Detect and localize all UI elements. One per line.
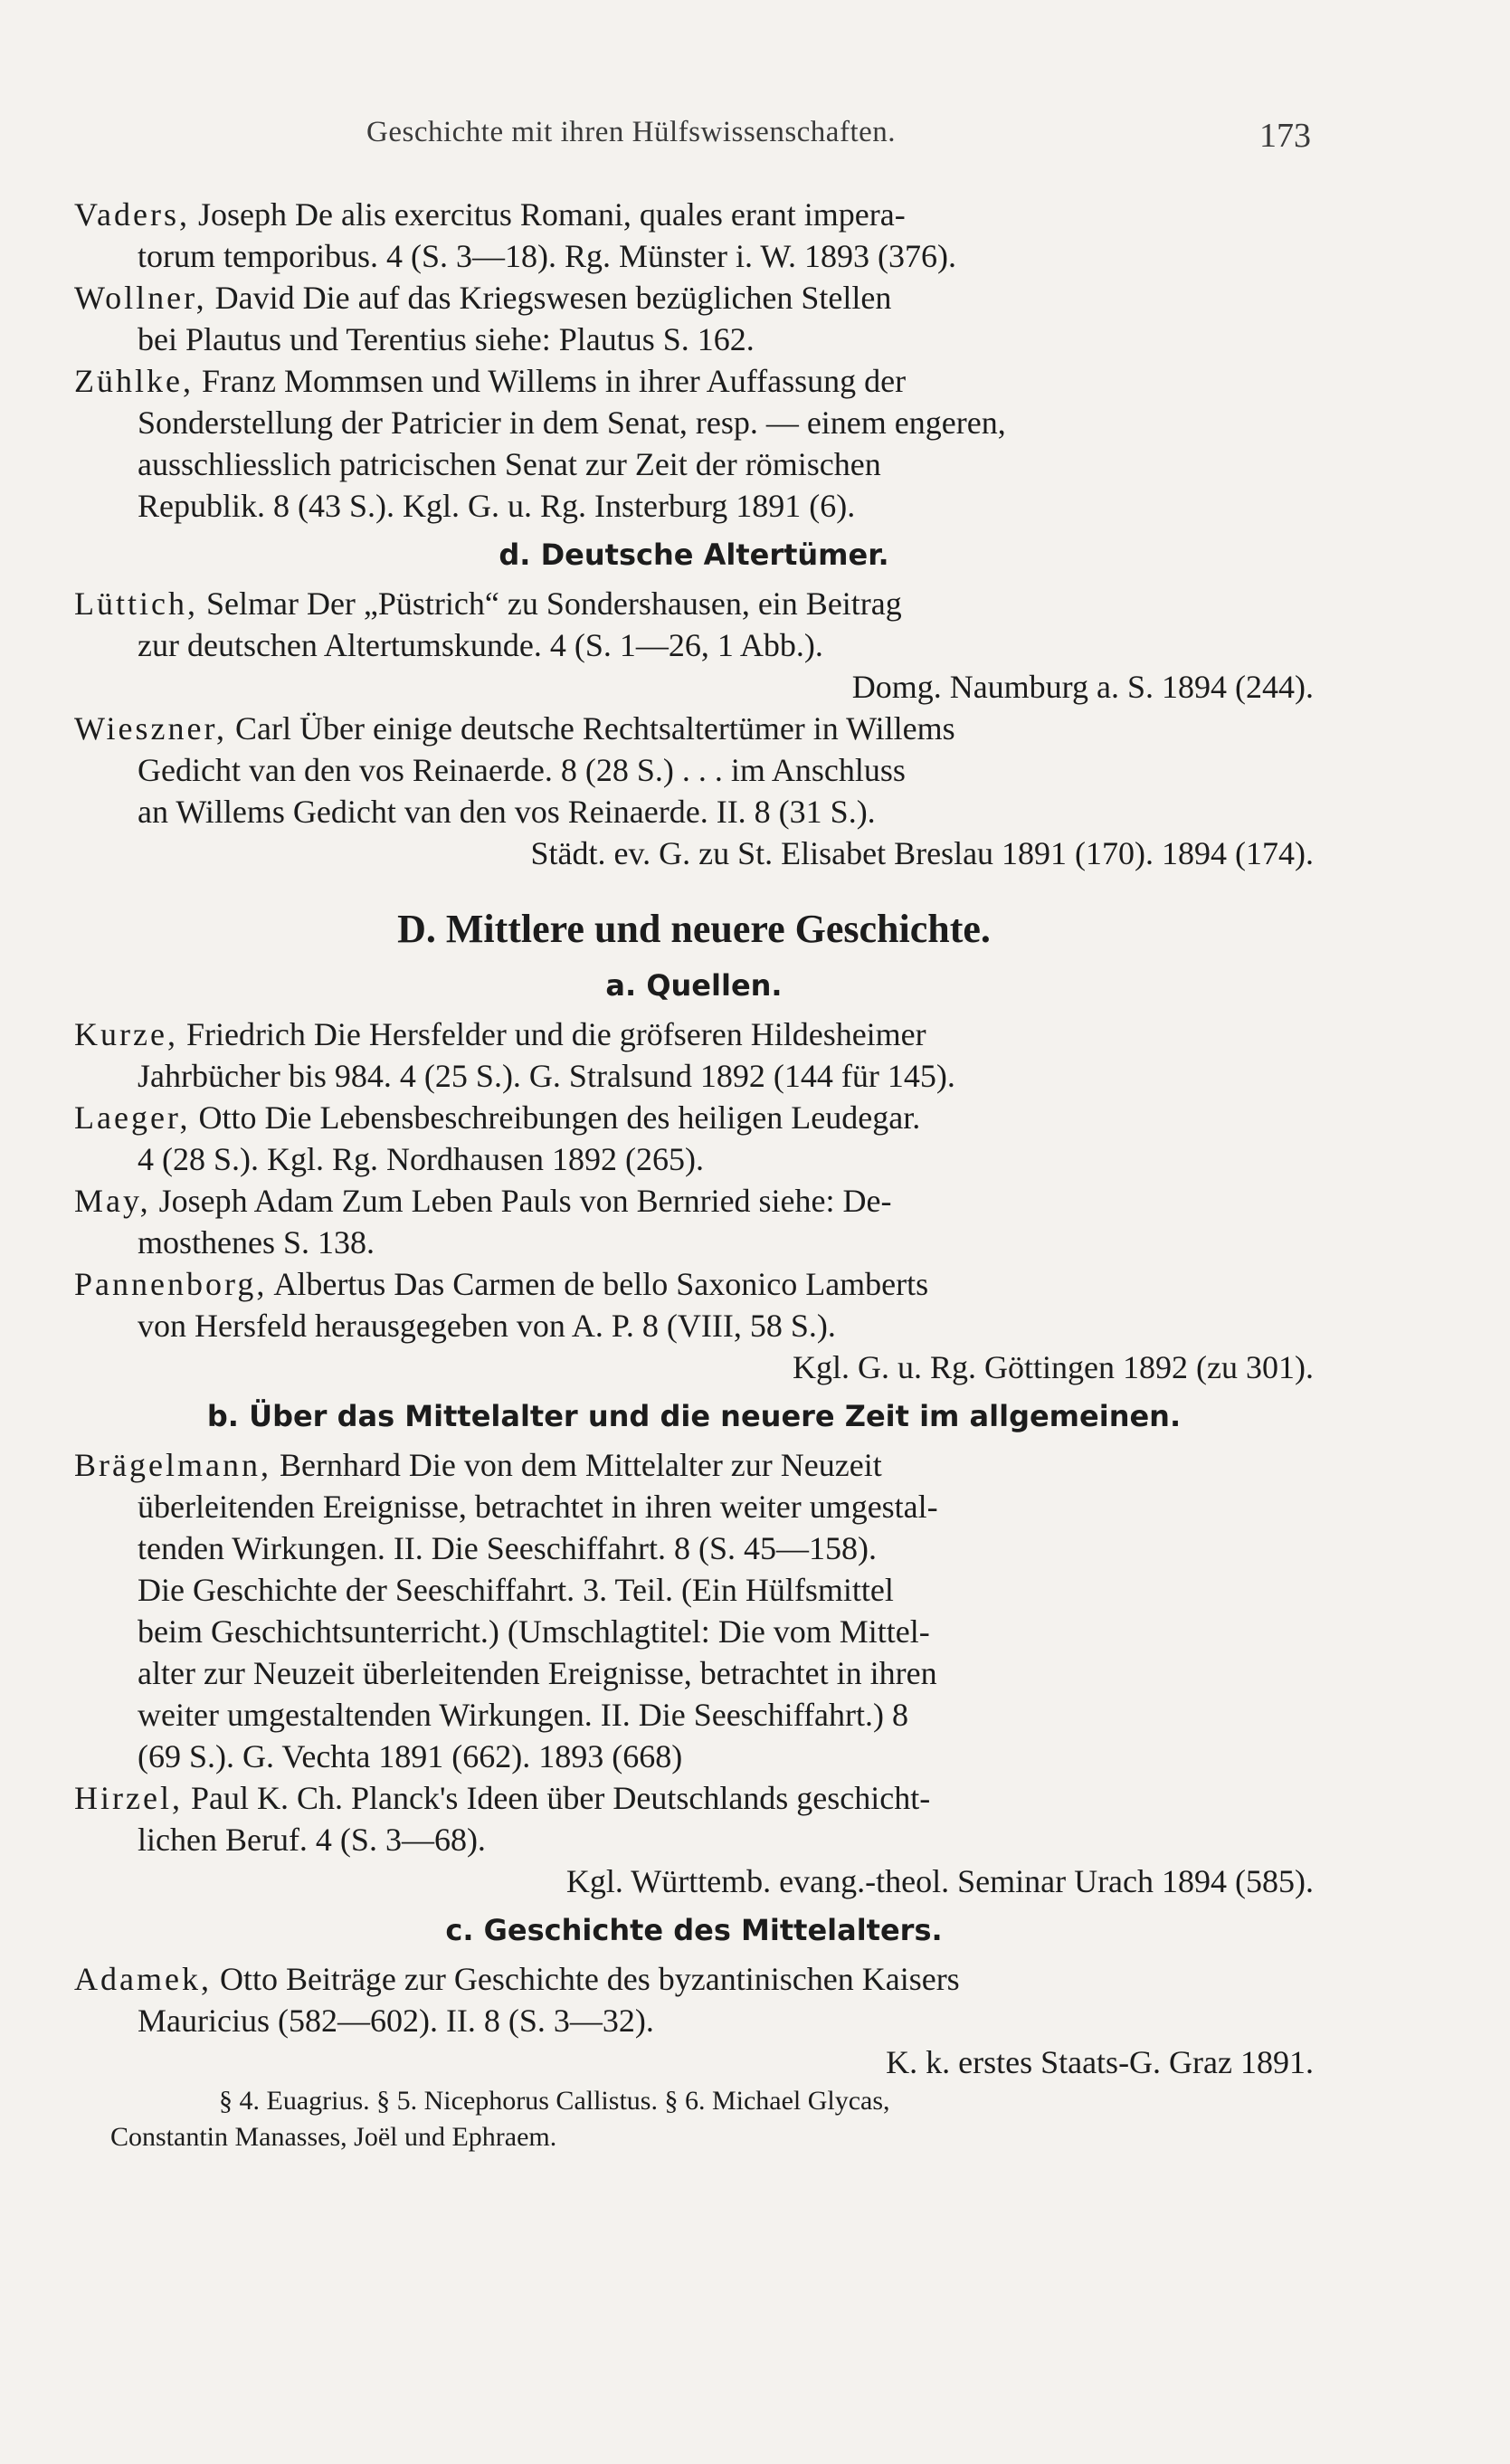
entry-author: Pannenborg, <box>74 1266 268 1302</box>
entry-text-line: mosthenes S. 138. <box>138 1224 375 1261</box>
entry-text-line: Franz Mommsen und Willems in ihrer Auffassung der <box>193 363 907 399</box>
bibliography-entry <box>74 1777 1314 1860</box>
entry-author: Wieszner, <box>74 710 228 747</box>
entry-author: Hirzel, <box>74 1780 183 1816</box>
entry-source: Kgl. Württemb. evang.-theol. Seminar Urach 1894 (585). <box>565 1863 1314 1899</box>
bibliography-entry <box>74 1180 1314 1263</box>
running-title: Geschichte mit ihren Hülfswissenschaften. <box>366 116 897 148</box>
entry-source: K. k. erstes Staats-G. Graz 1891. <box>886 2044 1314 2080</box>
entry-text-line: Carl Über einige deutsche Rechtsaltertümer in Willems <box>227 710 955 747</box>
entries-deutsche-altertuemer <box>74 583 1314 874</box>
entry-text-line: Otto Beiträge zur Geschichte des byzantinischen Kaisers <box>211 1961 960 1997</box>
entry-source: Kgl. G. u. Rg. Göttingen 1892 (zu 301). <box>793 1349 1314 1385</box>
bibliography-entry <box>74 277 1314 360</box>
section-heading-a: a. Quellen. <box>605 968 783 1003</box>
entry-text-line: Die Geschichte der Seeschiffahrt. 3. Teil. (Ein Hülfsmittel <box>138 1572 894 1608</box>
entry-author: Adamek, <box>74 1961 212 1997</box>
entry-author: Brägelmann, <box>74 1447 271 1483</box>
entry-text-line: zur deutschen Altertumskunde. 4 (S. 1—26, 1 Abb.). <box>138 627 823 663</box>
bibliography-entry <box>74 1013 1314 1097</box>
entry-text-line: bei Plautus und Terentius siehe: Plautus S. 162. <box>138 321 755 357</box>
entry-text-line: alter zur Neuzeit überleitenden Ereignisse, betrachtet in ihren <box>138 1655 937 1691</box>
bibliography-entry <box>74 1097 1314 1180</box>
entry-text-line: Friedrich Die Hersfelder und die gröfseren Hildesheimer <box>177 1016 926 1052</box>
entry-text-line: Paul K. Ch. Planck's Ideen über Deutschlands geschicht- <box>182 1780 931 1816</box>
entry-text-line: Bernhard Die von dem Mittelalter zur Neuzeit <box>271 1447 882 1483</box>
entry-author: May, <box>74 1183 151 1219</box>
entry-text-line: Jahrbücher bis 984. 4 (25 S.). G. Stralsund 1892 (144 für 145). <box>138 1058 955 1094</box>
entries-mittelalter-allgemein <box>74 1444 1314 1902</box>
bibliography-entry <box>74 1444 1314 1777</box>
entry-author: Vaders, <box>74 196 190 233</box>
bibliography-entry <box>74 194 1314 277</box>
footnote-paragraphs <box>74 2083 1314 2155</box>
section-heading-c: c. Geschichte des Mittelalters. <box>445 1913 943 1947</box>
entry-text-line: weiter umgestaltenden Wirkungen. II. Die Seeschiffahrt.) 8 <box>138 1697 908 1733</box>
entry-text-line: David Die auf das Kriegswesen bezüglichen Stellen <box>206 280 892 316</box>
section-heading-d: d. Deutsche Altertümer. <box>499 538 889 572</box>
entry-text-line: Joseph De alis exercitus Romani, quales erant impera- <box>189 196 906 233</box>
entries-quellen <box>74 1013 1314 1388</box>
bibliography-entry <box>74 1958 1314 2041</box>
page-number: 173 <box>1259 117 1311 155</box>
entry-text-line: (69 S.). G. Vechta 1891 (662). 1893 (668) <box>138 1738 683 1774</box>
bibliography-entry <box>74 360 1314 527</box>
entry-text-line: lichen Beruf. 4 (S. 3—68). <box>138 1822 486 1858</box>
bibliography-list <box>74 194 1314 2155</box>
entry-text-line: Mauricius (582—602). II. 8 (S. 3—32). <box>138 2003 654 2039</box>
entry-author: Lüttich, <box>74 585 198 622</box>
entry-text-line: Sonderstellung der Patricier in dem Senat, resp. — einem engeren, <box>138 404 1006 441</box>
entry-text-line: Gedicht van den vos Reinaerde. 8 (28 S.) . . . im Anschluss <box>138 752 906 788</box>
entry-source: Domg. Naumburg a. S. 1894 (244). <box>851 669 1314 705</box>
note-line-1: § 4. Euagrius. § 5. Nicephorus Callistus. § 6. Michael Glycas, <box>219 2086 890 2116</box>
entry-text-line: beim Geschichtsunterricht.) (Umschlagtitel: Die vom Mittel- <box>138 1613 930 1650</box>
entry-author: Wollner, <box>74 280 207 316</box>
section-heading-b: b. Über das Mittelalter und die neuere Zeit im allgemeinen. <box>206 1399 1182 1433</box>
entry-text-line: 4 (28 S.). Kgl. Rg. Nordhausen 1892 (265). <box>138 1141 704 1177</box>
bibliography-entry <box>74 1263 1314 1346</box>
entry-text-line: Republik. 8 (43 S.). Kgl. G. u. Rg. Insterburg 1891 (6). <box>138 488 856 524</box>
entries-top <box>74 194 1314 527</box>
entry-text-line: Selmar Der „Püstrich“ zu Sondershausen, ein Beitrag <box>197 585 902 622</box>
entry-text-line: von Hersfeld herausgegeben von A. P. 8 (VIII, 58 S.). <box>138 1308 836 1344</box>
entry-text-line: Otto Die Lebensbeschreibungen des heiligen Leudegar. <box>190 1099 921 1136</box>
entry-text-line: Joseph Adam Zum Leben Pauls von Bernried siehe: De- <box>150 1183 892 1219</box>
entry-text-line: ausschliesslich patricischen Senat zur Zeit der römischen <box>138 446 881 482</box>
entry-text-line: Albertus Das Carmen de bello Saxonico Lamberts <box>267 1266 929 1302</box>
entry-text-line: an Willems Gedicht van den vos Reinaerde. II. 8 (31 S.). <box>138 794 876 830</box>
bibliography-entry <box>74 583 1314 666</box>
entry-author: Kurze, <box>74 1016 178 1052</box>
entry-author: Laeger, <box>74 1099 191 1136</box>
entry-author: Zühlke, <box>74 363 194 399</box>
section-heading-D: D. Mittlere und neuere Geschichte. <box>397 907 991 951</box>
entry-text-line: überleitenden Ereignisse, betrachtet in ihren weiter umgestal- <box>138 1489 938 1525</box>
note-line-2: Constantin Manasses, Joël und Ephraem. <box>110 2122 557 2152</box>
entry-source: Städt. ev. G. zu St. Elisabet Breslau 1891 (170). 1894 (174). <box>530 835 1314 871</box>
entries-geschichte-mittelalter <box>74 1958 1314 2083</box>
entry-text-line: torum temporibus. 4 (S. 3—18). Rg. Münster i. W. 1893 (376). <box>138 238 956 274</box>
entry-text-line: tenden Wirkungen. II. Die Seeschiffahrt. 8 (S. 45—158). <box>138 1530 878 1566</box>
running-header <box>366 116 1311 161</box>
bibliography-entry <box>74 708 1314 832</box>
